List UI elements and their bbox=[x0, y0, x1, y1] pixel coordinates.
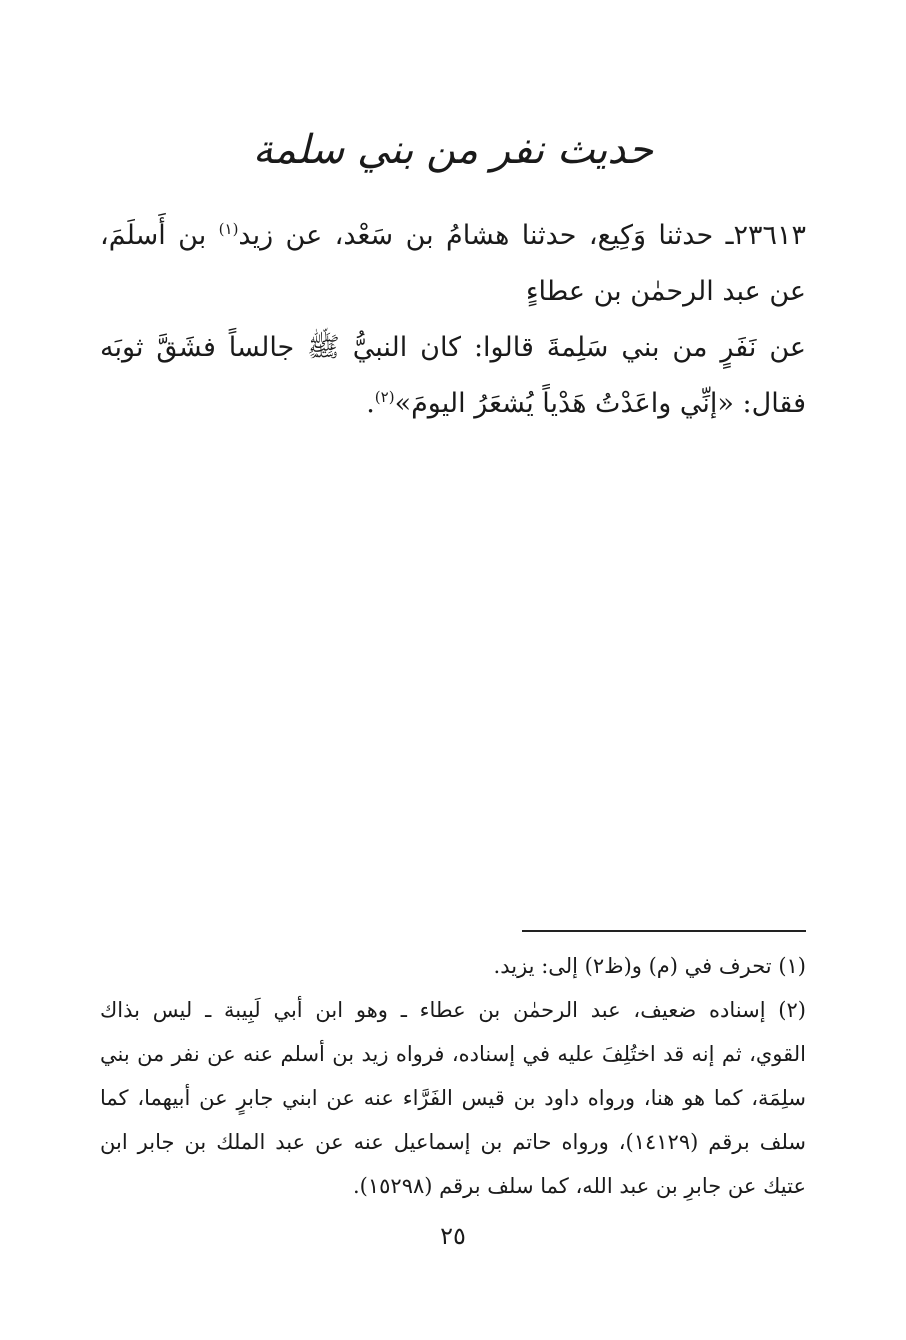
chain-line-1-end: بن أَسلَمَ، bbox=[100, 220, 219, 251]
footnote-marker-2[interactable]: (٢) bbox=[374, 388, 395, 406]
chain-line-1 bbox=[100, 208, 806, 264]
chain-line-1-start: ٢٣٦١٣ـ حدثنا وَكِيع، حدثنا هشامُ بن سَعْد، عن زيد bbox=[238, 220, 806, 251]
footnotes bbox=[100, 944, 806, 1208]
hadith-chain bbox=[100, 208, 806, 320]
footnote-2-line: عتيك عن جابرِ بن عبد الله، كما سلف برقم (١٥٢٩٨). bbox=[353, 1174, 806, 1198]
chapter-title: حديث نفر من بني سلمة bbox=[252, 127, 654, 173]
page-number: ٢٥ bbox=[440, 1222, 466, 1250]
footnote-2-line: سلف برقم (١٤١٢٩)، ورواه حاتم بن إسماعيل عنه عن عبد الملك بن جابر ابن bbox=[100, 1130, 806, 1154]
footnote-separator bbox=[522, 930, 806, 932]
hadith-text bbox=[100, 320, 806, 432]
footnote-1: (١) تحرف في (م) و(ظ٢) إلى: يزيد. bbox=[493, 954, 806, 978]
text-line-1: عن نَفَرٍ من بني سَلِمةَ قالوا: كان النبيُّ ﷺ جالساً فشَقَّ ثوبَه bbox=[100, 332, 806, 363]
text-line-2 bbox=[100, 376, 806, 432]
text-line-2-end: . bbox=[366, 388, 375, 419]
footnote-2-line: سلِمَة، كما هو هنا، ورواه داود بن قيس الفَرَّاء عنه عن ابني جابرٍ عن أبيهما، كما bbox=[100, 1086, 806, 1110]
text-line-2-start: فقال: «إنِّي واعَدْتُ هَدْياً يُشعَرُ اليومَ» bbox=[394, 388, 806, 419]
footnote-marker-1[interactable]: (١) bbox=[218, 220, 239, 238]
chain-line-2: عن عبد الرحمٰن بن عطاءٍ bbox=[525, 276, 806, 307]
footnote-2-line: (٢) إسناده ضعيف، عبد الرحمٰن بن عطاء ـ وهو ابن أبي لَبِيبة ـ ليس بذاك bbox=[100, 998, 806, 1022]
footnote-2 bbox=[100, 988, 806, 1208]
footnote-2-line: القوي، ثم إنه قد اختُلِفَ عليه في إسناده، فرواه زيد بن أسلم عنه عن نفر من بني bbox=[100, 1042, 806, 1066]
